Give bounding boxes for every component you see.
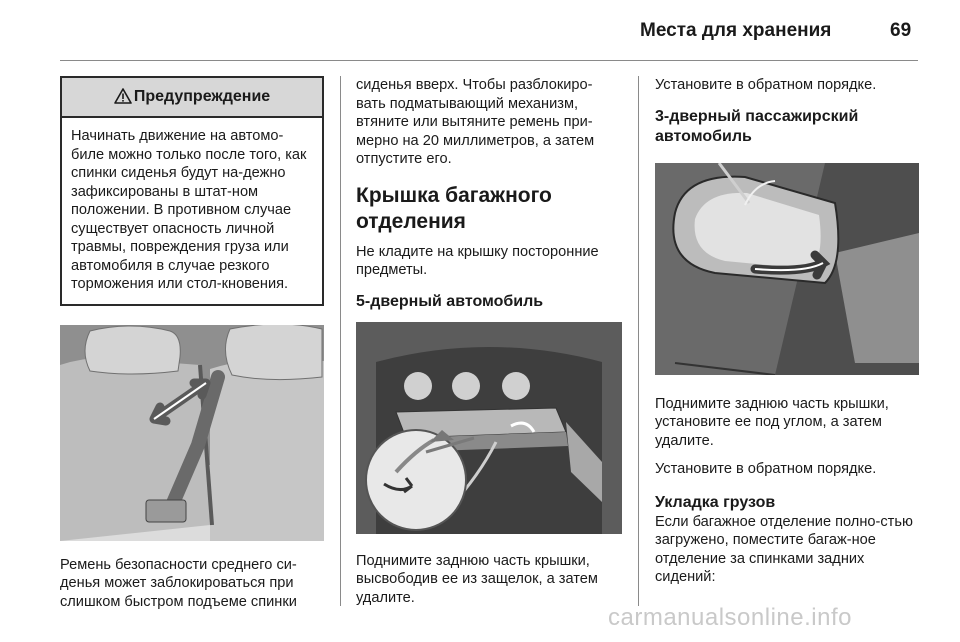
header-divider (60, 60, 918, 61)
page-number: 69 (890, 20, 912, 41)
cargo-cover-heading: Крышка багажного отделения (356, 183, 552, 233)
five-door-caption: Поднимите заднюю часть крышки, высвободив ее из защелок, а затем удалите. (356, 552, 598, 606)
five-door-cargo-cover-illustration (356, 322, 622, 534)
warning-triangle-icon (114, 88, 132, 104)
warning-text: Начинать движение на автомо-биле можно только после того, как спинки сиденья будут на-дежно зафиксированы в штат-ном положении. В противном случае существует опасность личной травмы, повреждения груза или автомобиля в случае резкого торможения или стол-кновения. (71, 128, 307, 292)
loading-text: Если багажное отделение полно-стью загружено, поместите багаж-ное отделение за спинками задних сидений: (655, 513, 913, 585)
column-right (655, 76, 919, 587)
loading-heading: Укладка грузов (655, 493, 776, 511)
seatbelt-illustration (60, 325, 324, 541)
reinstall-text-2: Установите в обратном порядке. (655, 461, 877, 477)
column-middle (356, 76, 622, 607)
three-door-heading: 3-дверный пассажирский автомобиль (655, 107, 859, 145)
warning-title: Предупреждение (133, 88, 271, 105)
five-door-heading: 5-дверный автомобиль (356, 292, 544, 310)
warning-box (60, 76, 324, 306)
column-left (60, 76, 324, 611)
three-door-cargo-cover-illustration (655, 163, 919, 375)
three-door-caption: Поднимите заднюю часть крышки, установите ее под углом, а затем удалите. (655, 395, 889, 449)
watermark: carmanualsonline.info (608, 604, 852, 631)
seatbelt-caption: Ремень безопасности среднего си-денья может заблокироваться при слишком быстром подъеме спинки (60, 556, 297, 610)
column-divider (340, 76, 341, 606)
section-title: Места для хранения (640, 20, 832, 41)
warning-header (62, 78, 322, 118)
seatbelt-continuation-text: сиденья вверх. Чтобы разблокиро-вать подматывающий механизм, втяните или вытяните ремень при-мерно на 20 миллиметров, а затем отпустите его. (356, 77, 595, 167)
cargo-cover-text: Не кладите на крышку посторонние предметы. (356, 243, 599, 278)
column-divider (638, 76, 639, 606)
reinstall-text: Установите в обратном порядке. (655, 77, 877, 93)
